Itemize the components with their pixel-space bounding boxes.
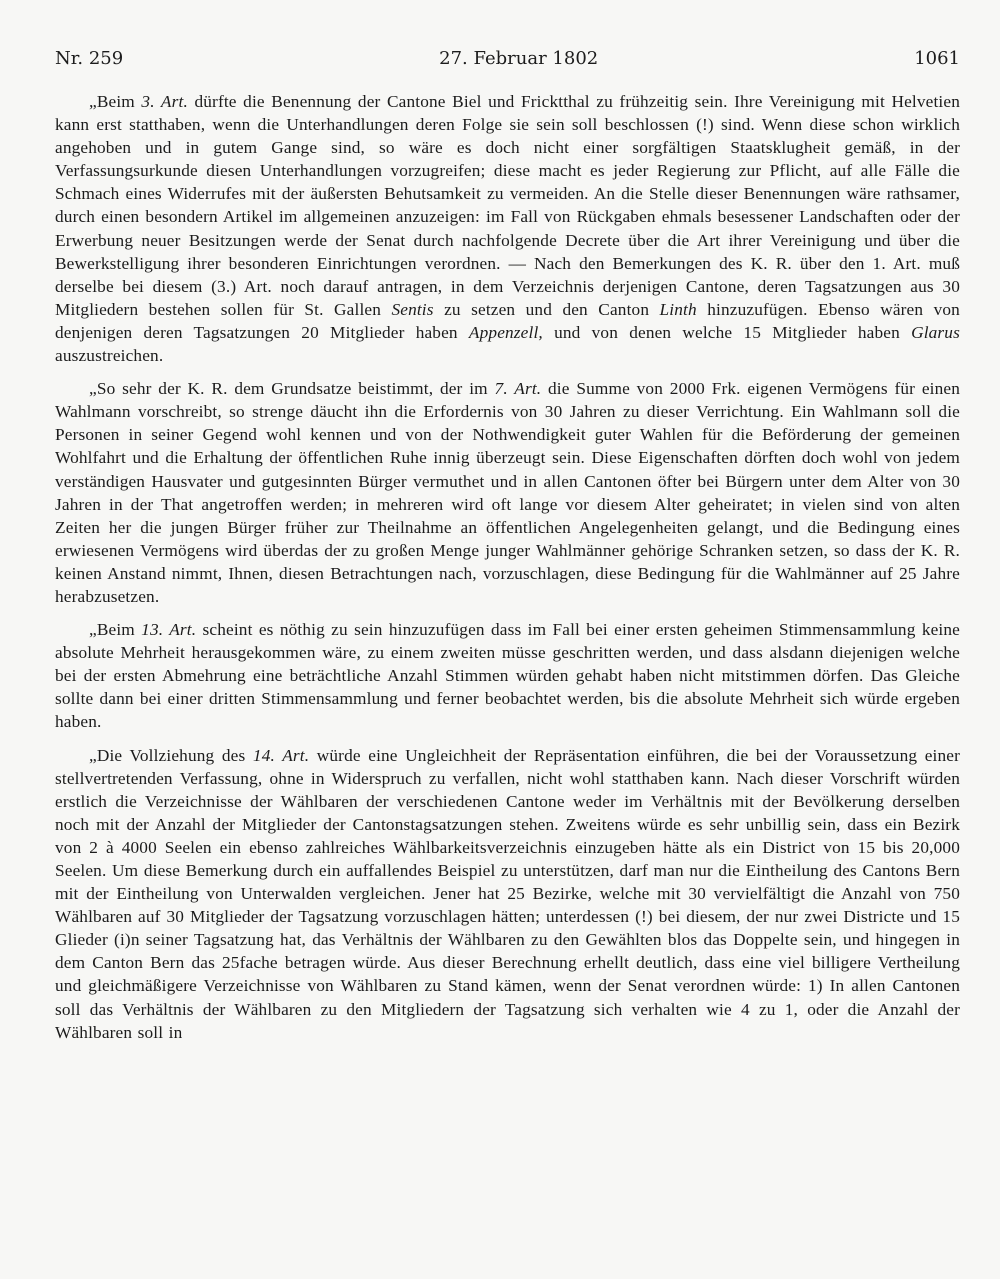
italic-reference: Linth: [659, 299, 697, 319]
text-run: scheint es nöthig zu sein hinzuzufügen dass im Fall bei einer ersten geheimen Stimmensammlung keine absolute Mehrheit herausgekommen wäre, zu einem zweiten müsse geschritten werden, und dass alsdann diejenigen welche bei der ersten Abmehrung eine beträchtliche Anzahl Stimmen würden gehabt haben nicht mitstimmen dörfen. Das Gleiche sollte dann bei einer dritten Stimmensammlung und ferner beobachtet werden, bis die absolute Mehrheit sich würde ergeben haben.: [55, 620, 960, 732]
italic-reference: 3. Art.: [141, 92, 188, 111]
document-number: Nr. 259: [55, 48, 124, 69]
text-run: „Die Vollziehung des: [89, 745, 253, 765]
italic-reference: 7. Art.: [494, 379, 542, 399]
italic-reference: 13. Art.: [141, 620, 197, 640]
paragraph: [55, 377, 960, 608]
body-text: [55, 90, 960, 1044]
italic-reference: Sentis: [391, 299, 434, 319]
text-run: würde eine Ungleichheit der Repräsentation einführen, die bei der Voraussetzung einer stellvertretenden Verfassung, ohne in Widerspruch zu verfallen, nicht wohl statthaben kann. Nach dieser Vorschrift würden erstlich die Verzeichnisse der Wählbaren der verschiedenen Cantone weder im Verhältnis mit der Bevölkerung derselben noch mit der Anzahl der Mitglieder der Cantonstagsatzungen stehen. Zweitens würde es sehr unbillig sein, dass ein Bezirk von 2 à 4000 Seelen ein ebenso zahlreiches Wählbarkeitsverzeichnis einzugeben hätte als ein District von 15 bis 20,000 Seelen. Um diese Bemerkung durch ein auffallendes Beispiel zu unterstützen, darf man nur die Eintheilung des Cantons Bern mit der Eintheilung von Unterwalden vergleichen. Jener hat 25 Bezirke, welche mit 30 vervielfältigt die Anzahl von 750 Wählbaren auf 30 Mitglieder der Tagsatzung vorzuschlagen hätten; unterdessen (!) bei diesem, der nur zwei Districte und 15 Glieder (i)n seiner Tagsatzung hat, das Verhältnis der Wählbaren zu den Gewählten blos das Doppelte sein, und hingegen in dem Canton Bern das 25fache betragen würde. Aus dieser Berechnung erhellt deutlich, dass eine viel billigere Vertheilung und gleichmäßigere Verzeichnisse von Wählbaren zu Stand kämen, wenn der Senat verordnen würde: 1) In allen Cantonen soll das Verhältnis der Wählbaren zu den Mitgliedern der Tagsatzung sich verhalten wie 4 zu 1, oder die Anzahl der Wählbaren soll in: [55, 745, 960, 1042]
text-run: auszustreichen.: [55, 346, 164, 366]
text-run: und von denen welche 15 Mitglieder haben: [542, 322, 912, 342]
text-run: zu setzen und den Canton: [433, 299, 660, 319]
italic-reference: Appenzell,: [468, 322, 543, 342]
italic-reference: 14. Art.: [252, 745, 310, 765]
text-run: dürfte die Benennung der Cantone Biel und Fricktthal zu frühzeitig sein. Ihre Vereinigung mit Helvetien kann erst statthaben, wenn die Unterhandlungen deren Folge sie sein soll beschlossen (!) sind. Wenn diese schon wirklich angehoben und in gutem Gange sind, so wäre es doch nicht einer sorgfältigen Staatsklugheit gemäß, in der Verfassungsurkunde diesen Unterhandlungen vorzugreifen; diese macht es jeder Regierung zur Pflicht, auf alle Fälle die Schmach eines Widerrufes mit der äußersten Behutsamkeit zu vermeiden. An die Stelle dieser Benennungen wäre rathsamer, durch einen besondern Artikel im allgemeinen anzuzeigen: im Fall von Rückgaben ehmals besessener Landschaften oder der Erwerbung neuer Besitzungen werde der Senat durch nachfolgende Decrete über die Art ihrer Vereinigung und über die Bewerkstelligung ihrer besonderen Einrichtungen verordnen. — Nach den Bemerkungen des K. R. über den 1. Art. muß derselbe bei diesem (3.) Art. noch darauf antragen, in dem Verzeichnis derjenigen Cantone, deren Tagsatzungen aus 30 Mitgliedern bestehen sollen für St. Gallen: [55, 92, 960, 319]
paragraph: [55, 618, 960, 733]
paragraph: [55, 90, 960, 367]
text-run: hinzuzufügen. Ebenso wären von denjenigen deren Tagsatzungen 20 Mitglieder haben: [55, 299, 960, 342]
text-run: „Beim: [89, 92, 142, 111]
text-run: die Summe von 2000 Frk. eigenen Vermögens für einen Wahlmann vorschreibt, so strenge däucht ihn die Erfordernis von 30 Jahren zu dieser Verrichtung. Ein Wahlmann soll die Personen in seiner Gegend wohl kennen und von der Nothwendigkeit guter Wahlen für die Beförderung der gemeinen Wohlfahrt und die Erhaltung der öffentlichen Ruhe innig überzeugt sein. Diese Eigenschaften dörften doch wohl von jedem verständigen Hausvater und gutgesinnten Bürger vermuthet und in allen Cantonen öfter bei Bürgern unter dem Alter von 30 Jahren in der That angetroffen werden; in mehreren wird oft lange vor diesem Alter geheiratet; in vielen sind von alten Zeiten her die jungen Bürger früher zur Theilnahme an öffentlichen Angelegenheiten gelangt, und die Bedingung eines erwiesenen Vermögens wird überdas der zu großen Menge junger Wahlmänner gehörige Schranken setzen, so dass der K. R. keinen Anstand nimmt, Ihnen, diesen Betrachtungen nach, vorzuschlagen, diese Bedingung für die Wahlmänner auf 25 Jahre herabzusetzen.: [55, 379, 961, 606]
document-page: [55, 48, 960, 1054]
italic-reference: Glarus: [911, 322, 960, 342]
text-run: „So sehr der K. R. dem Grundsatze beistimmt, der im: [89, 379, 495, 399]
page-number: 1061: [914, 48, 960, 69]
document-date: 27. Februar 1802: [439, 48, 599, 69]
text-run: „Beim: [89, 620, 142, 640]
running-header: [55, 48, 960, 78]
paragraph: [55, 744, 960, 1044]
